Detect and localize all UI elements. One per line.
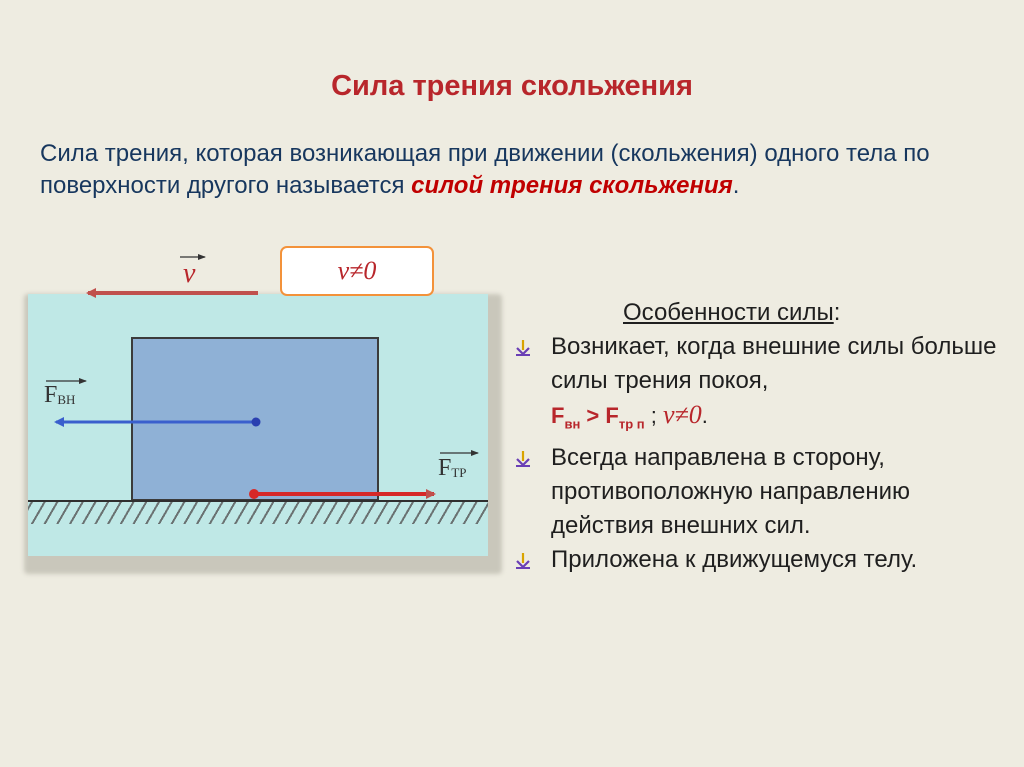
sliding-block [131,337,379,501]
friction-force-label [438,455,467,482]
velocity-condition-box: v≠0 [280,246,434,296]
feature-item [510,330,1010,398]
features-list [510,296,1010,577]
feature-item [510,543,1010,577]
formula-end: . [701,403,708,428]
formula-f1: F [551,403,565,428]
external-force-label [44,382,75,409]
features-heading [623,296,1010,330]
formula-cond: v≠0 [662,400,702,429]
bullet-icon [516,340,530,356]
feature-text: Возникает, когда внешние силы больше силы трения покоя, [551,333,997,394]
features-heading-text: Особенности силы [623,299,834,326]
intro-paragraph [40,138,1000,202]
fext-letter: F [44,382,58,408]
features-heading-colon: : [833,299,841,326]
intro-text: Сила трения, которая возникающая при движении (скольжения) одного тела по поверхности другого называется [40,140,930,199]
bullet-icon [516,553,530,569]
intro-highlight: силой трения скольжения [411,172,733,199]
feature-text: Приложена к движущемуся телу. [551,546,918,574]
ffric-letter: F [438,455,452,481]
ffric-sub: ТР [451,465,467,480]
slide-title: Сила трения скольжения [331,70,693,102]
formula-line [510,398,1010,441]
velocity-label: v [183,258,196,289]
formula-f2-sub: тр п [618,416,645,432]
formula-sep: ; [644,403,663,428]
feature-item [510,441,1010,543]
fext-sub: ВН [57,392,76,407]
intro-end: . [732,172,740,199]
formula-f2: F [605,403,619,428]
formula-gt: > [586,403,600,428]
feature-text: Всегда направлена в сторону, противоположную направлению действия внешних сил. [551,444,911,540]
formula-f1-sub: вн [564,416,581,432]
ground-hatch [28,502,488,524]
bullet-icon [516,451,530,467]
